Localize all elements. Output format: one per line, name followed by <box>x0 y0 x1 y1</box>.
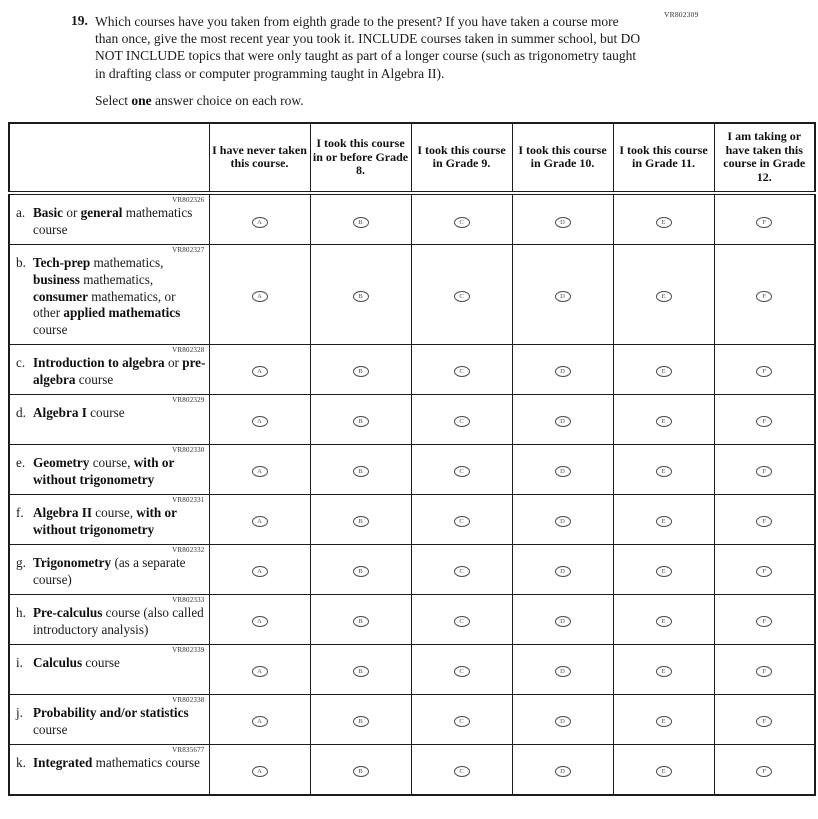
row-letter: e. <box>16 454 26 470</box>
answer-bubble-c[interactable]: C <box>454 291 470 302</box>
row-text <box>33 605 206 639</box>
option-cell <box>209 694 310 744</box>
option-cell <box>613 494 714 544</box>
option-cell <box>310 344 411 394</box>
option-cell <box>512 744 613 795</box>
answer-bubble-a[interactable]: A <box>252 291 268 302</box>
question-number: 19. <box>71 13 88 28</box>
row-code: VR802331 <box>172 495 205 504</box>
answer-bubble-d[interactable]: D <box>555 616 571 627</box>
bold-text: Probability and/or statistics <box>33 704 189 720</box>
option-cell <box>714 494 815 544</box>
row-label-cell <box>9 394 209 444</box>
option-cell <box>714 444 815 494</box>
answer-bubble-b[interactable]: B <box>353 516 369 527</box>
answer-bubble-c[interactable]: C <box>454 716 470 727</box>
answer-bubble-c[interactable]: C <box>454 466 470 477</box>
plain-text: mathematics, <box>79 271 154 287</box>
bold-text: Calculus <box>33 654 83 670</box>
row-code: VR802339 <box>172 645 205 654</box>
row-letter: b. <box>16 255 26 270</box>
question-instruction <box>95 92 651 109</box>
option-cell <box>411 694 512 744</box>
answer-bubble-f[interactable]: F <box>756 766 772 777</box>
answer-bubble-e[interactable]: E <box>656 566 672 577</box>
answer-bubble-f[interactable]: F <box>756 616 772 627</box>
option-cell <box>209 344 310 394</box>
plain-text: course, <box>91 504 137 520</box>
row-label <box>16 755 206 772</box>
question-body <box>95 13 651 109</box>
answer-bubble-b[interactable]: B <box>353 766 369 777</box>
answer-bubble-f[interactable]: F <box>756 366 772 377</box>
row-label <box>16 605 206 639</box>
option-cell <box>613 444 714 494</box>
option-cell <box>209 444 310 494</box>
row-letter: j. <box>16 704 23 720</box>
plain-text: course <box>33 721 68 737</box>
plain-text: Select <box>95 92 132 108</box>
answer-bubble-d[interactable]: D <box>555 416 571 427</box>
answer-bubble-f[interactable]: F <box>756 416 772 427</box>
option-cell <box>411 594 512 644</box>
bold-text: pre-algebra <box>33 354 206 387</box>
row-label <box>16 455 206 489</box>
option-cell <box>613 544 714 594</box>
answer-bubble-c[interactable]: C <box>454 366 470 377</box>
bold-text: Trigonometry <box>33 554 112 570</box>
answer-bubble-e[interactable]: E <box>656 291 672 302</box>
answer-bubble-e[interactable]: E <box>656 217 672 228</box>
option-cell <box>411 444 512 494</box>
answer-bubble-a[interactable]: A <box>252 566 268 577</box>
table-row <box>9 394 815 444</box>
option-cell <box>714 744 815 795</box>
option-cell <box>613 344 714 394</box>
option-cell <box>512 544 613 594</box>
option-cell <box>310 494 411 544</box>
row-text <box>33 755 206 772</box>
answer-bubble-c[interactable]: C <box>454 766 470 777</box>
plain-text: or <box>63 205 81 220</box>
option-cell <box>209 245 310 345</box>
answer-grid <box>8 122 816 796</box>
answer-bubble-d[interactable]: D <box>555 217 571 228</box>
table-row <box>9 444 815 494</box>
answer-bubble-a[interactable]: A <box>252 716 268 727</box>
answer-bubble-b[interactable]: B <box>353 666 369 677</box>
option-cell <box>209 193 310 245</box>
row-letter: k. <box>16 754 26 770</box>
answer-bubble-c[interactable]: C <box>454 416 470 427</box>
table-row <box>9 494 815 544</box>
column-header: I took this course in Grade 10. <box>512 123 613 193</box>
corner-cell <box>9 123 209 193</box>
row-code: VR802330 <box>172 445 205 454</box>
row-label-cell <box>9 544 209 594</box>
row-label-cell <box>9 245 209 345</box>
answer-bubble-e[interactable]: E <box>656 666 672 677</box>
row-text <box>33 455 206 489</box>
plain-text: answer choice on each row. <box>151 92 304 108</box>
row-letter: h. <box>16 604 26 620</box>
bold-text: Pre-calculus <box>33 604 103 620</box>
bold-text: business <box>33 271 80 287</box>
answer-bubble-b[interactable]: B <box>353 416 369 427</box>
option-cell <box>714 344 815 394</box>
option-cell <box>411 494 512 544</box>
row-code: VR802338 <box>172 695 205 704</box>
header-row <box>9 123 815 193</box>
answer-bubble-e[interactable]: E <box>656 716 672 727</box>
row-label-cell <box>9 444 209 494</box>
row-letter: d. <box>16 404 26 420</box>
answer-bubble-b[interactable]: B <box>353 716 369 727</box>
option-cell <box>512 344 613 394</box>
row-text <box>33 655 206 672</box>
option-cell <box>714 245 815 345</box>
option-cell <box>411 744 512 795</box>
row-code: VR802326 <box>172 196 205 204</box>
option-cell <box>512 193 613 245</box>
answer-bubble-d[interactable]: D <box>555 766 571 777</box>
bold-text: Introduction to algebra <box>33 354 165 370</box>
option-cell <box>411 394 512 444</box>
grid-body <box>9 193 815 795</box>
row-code: VR802332 <box>172 545 205 554</box>
column-header: I took this course in or before Grade 8. <box>310 123 411 193</box>
row-label-cell <box>9 644 209 694</box>
plain-text: course <box>75 371 114 387</box>
option-cell <box>209 594 310 644</box>
row-label <box>16 505 206 539</box>
answer-bubble-b[interactable]: B <box>353 291 369 302</box>
plain-text: mathematics course <box>33 205 193 237</box>
row-label-cell <box>9 694 209 744</box>
option-cell <box>411 193 512 245</box>
answer-bubble-f[interactable]: F <box>756 716 772 727</box>
answer-bubble-e[interactable]: E <box>656 616 672 627</box>
row-label <box>16 705 206 739</box>
row-text <box>33 555 206 589</box>
option-cell <box>411 544 512 594</box>
row-label <box>16 205 206 239</box>
answer-bubble-c[interactable]: C <box>454 616 470 627</box>
option-cell <box>411 644 512 694</box>
row-letter: i. <box>16 654 23 670</box>
table-row <box>9 694 815 744</box>
option-cell <box>209 744 310 795</box>
bold-text: Tech-prep <box>33 255 91 270</box>
plain-text: (as a separate course) <box>33 554 186 587</box>
row-code: VR835677 <box>172 745 205 754</box>
option-cell <box>714 644 815 694</box>
option-cell <box>613 644 714 694</box>
answer-bubble-f[interactable]: F <box>756 466 772 477</box>
answer-bubble-b[interactable]: B <box>353 566 369 577</box>
plain-text: course <box>86 404 125 420</box>
option-cell <box>310 694 411 744</box>
answer-bubble-b[interactable]: B <box>353 217 369 228</box>
answer-bubble-d[interactable]: D <box>555 466 571 477</box>
plain-text: course (also called introductory analysis) <box>33 604 204 637</box>
option-cell <box>613 245 714 345</box>
option-cell <box>209 394 310 444</box>
row-label-cell <box>9 494 209 544</box>
option-cell <box>310 444 411 494</box>
option-cell <box>512 245 613 345</box>
answer-bubble-d[interactable]: D <box>555 666 571 677</box>
option-cell <box>714 193 815 245</box>
row-label-cell <box>9 594 209 644</box>
plain-text: course <box>82 654 120 670</box>
option-cell <box>512 694 613 744</box>
option-cell <box>613 394 714 444</box>
row-text <box>33 505 206 539</box>
row-letter: f. <box>16 504 24 520</box>
option-cell <box>310 245 411 345</box>
answer-bubble-a[interactable]: A <box>252 366 268 377</box>
plain-text: mathematics, or other <box>33 288 176 321</box>
answer-bubble-e[interactable]: E <box>656 466 672 477</box>
column-header: I have never taken this course. <box>209 123 310 193</box>
plain-text: or <box>164 354 183 370</box>
column-header: I took this course in Grade 11. <box>613 123 714 193</box>
plain-text: course <box>33 322 68 338</box>
bold-text: consumer <box>33 288 88 304</box>
row-text <box>33 205 206 239</box>
bold-text: applied mathematics <box>63 305 181 321</box>
row-letter: a. <box>16 205 26 220</box>
answer-bubble-a[interactable]: A <box>252 466 268 477</box>
row-text <box>33 255 206 339</box>
option-cell <box>512 594 613 644</box>
row-label-cell <box>9 344 209 394</box>
answer-bubble-f[interactable]: F <box>756 666 772 677</box>
table-row <box>9 193 815 245</box>
page-code: VR802309 <box>664 10 699 19</box>
table-row <box>9 644 815 694</box>
row-code: VR802328 <box>172 345 205 354</box>
bold-text: Algebra II <box>33 504 92 520</box>
table-row <box>9 544 815 594</box>
plain-text: course, <box>89 454 134 470</box>
option-cell <box>512 444 613 494</box>
table-row <box>9 344 815 394</box>
question-text: Which courses have you taken from eighth grade to the present? If you have taken a course more than once, give the most recent year you took it. INCLUDE courses taken in summer school, but DO NOT INCLUDE topics that were only taught as part of a longer course (such as trigonometry taught in drafting class or computer programming taught in Algebra II). <box>95 14 641 81</box>
row-letter: c. <box>16 354 26 370</box>
bold-text: with or without trigonometry <box>33 504 177 537</box>
answer-bubble-f[interactable]: F <box>756 217 772 228</box>
option-cell <box>714 544 815 594</box>
row-label <box>16 255 206 339</box>
row-text <box>33 355 206 389</box>
option-cell <box>512 394 613 444</box>
answer-bubble-d[interactable]: D <box>555 566 571 577</box>
answer-bubble-c[interactable]: C <box>454 566 470 577</box>
answer-bubble-a[interactable]: A <box>252 666 268 677</box>
answer-bubble-c[interactable]: C <box>454 217 470 228</box>
row-text <box>33 705 206 739</box>
answer-bubble-e[interactable]: E <box>656 366 672 377</box>
row-label-cell <box>9 193 209 245</box>
answer-bubble-a[interactable]: A <box>252 616 268 627</box>
option-cell <box>310 594 411 644</box>
option-cell <box>310 744 411 795</box>
option-cell <box>209 544 310 594</box>
plain-text: mathematics, <box>90 255 164 270</box>
option-cell <box>310 193 411 245</box>
row-label-cell <box>9 744 209 795</box>
bold-text: Basic <box>33 205 64 220</box>
column-header: I am taking or have taken this course in Grade 12. <box>714 123 815 193</box>
row-text <box>33 405 206 422</box>
answer-bubble-a[interactable]: A <box>252 416 268 427</box>
column-header: I took this course in Grade 9. <box>411 123 512 193</box>
answer-bubble-e[interactable]: E <box>656 766 672 777</box>
answer-bubble-d[interactable]: D <box>555 291 571 302</box>
plain-text: mathematics course <box>92 754 201 770</box>
option-cell <box>613 744 714 795</box>
bold-text: with or without trigonometry <box>33 454 175 487</box>
answer-bubble-d[interactable]: D <box>555 516 571 527</box>
row-label <box>16 405 206 422</box>
answer-bubble-d[interactable]: D <box>555 366 571 377</box>
option-cell <box>411 344 512 394</box>
option-cell <box>310 644 411 694</box>
bold-text: Geometry <box>33 454 90 470</box>
row-code: VR802329 <box>172 395 205 404</box>
row-label <box>16 655 206 672</box>
table-row <box>9 594 815 644</box>
bold-text: one <box>131 92 152 108</box>
answer-bubble-f[interactable]: F <box>756 566 772 577</box>
option-cell <box>613 193 714 245</box>
option-cell <box>411 245 512 345</box>
bold-text: general <box>80 205 123 220</box>
answer-bubble-e[interactable]: E <box>656 416 672 427</box>
answer-bubble-b[interactable]: B <box>353 466 369 477</box>
option-cell <box>613 594 714 644</box>
option-cell <box>310 544 411 594</box>
table-row <box>9 744 815 795</box>
answer-bubble-b[interactable]: B <box>353 366 369 377</box>
option-cell <box>613 694 714 744</box>
answer-bubble-c[interactable]: C <box>454 666 470 677</box>
row-letter: g. <box>16 554 26 570</box>
answer-bubble-a[interactable]: A <box>252 217 268 228</box>
option-cell <box>512 644 613 694</box>
question-block <box>0 0 651 109</box>
row-label <box>16 555 206 589</box>
row-code: VR802327 <box>172 246 205 254</box>
answer-bubble-e[interactable]: E <box>656 516 672 527</box>
bold-text: Algebra I <box>33 404 87 420</box>
answer-bubble-f[interactable]: F <box>756 291 772 302</box>
option-cell <box>714 594 815 644</box>
option-cell <box>714 394 815 444</box>
option-cell <box>714 694 815 744</box>
answer-bubble-a[interactable]: A <box>252 516 268 527</box>
option-cell <box>310 394 411 444</box>
option-cell <box>512 494 613 544</box>
bold-text: Integrated <box>33 754 93 770</box>
option-cell <box>209 644 310 694</box>
answer-bubble-c[interactable]: C <box>454 516 470 527</box>
answer-bubble-d[interactable]: D <box>555 716 571 727</box>
row-label <box>16 355 206 389</box>
answer-bubble-a[interactable]: A <box>252 766 268 777</box>
option-cell <box>209 494 310 544</box>
answer-bubble-f[interactable]: F <box>756 516 772 527</box>
answer-bubble-b[interactable]: B <box>353 616 369 627</box>
table-row <box>9 245 815 345</box>
row-code: VR802333 <box>172 595 205 604</box>
